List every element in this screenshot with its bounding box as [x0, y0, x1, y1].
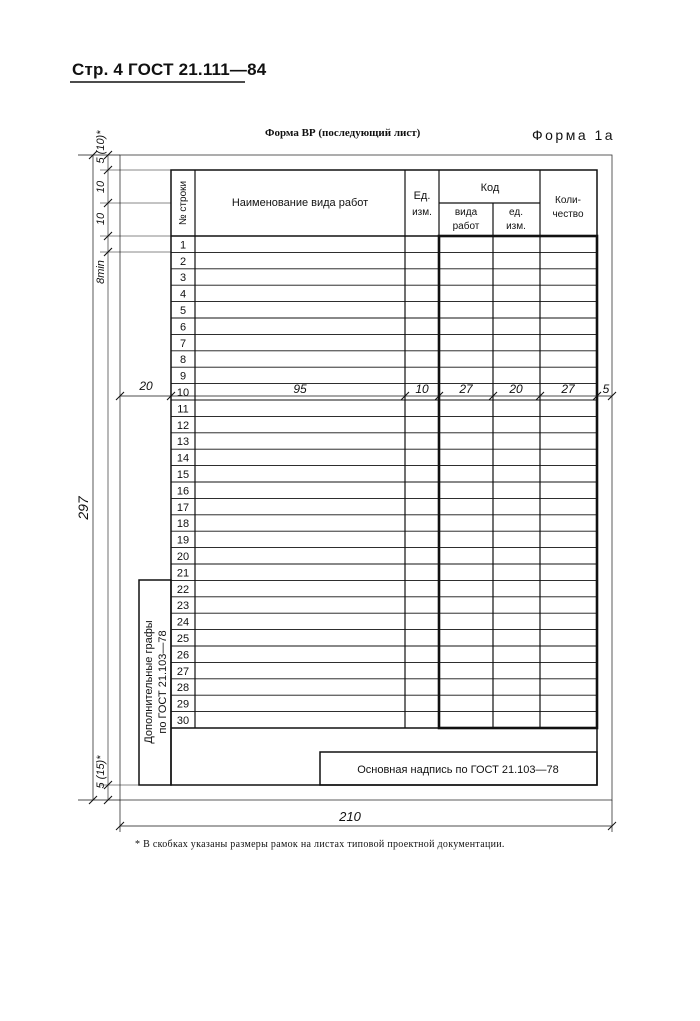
row-number: 26 [176, 649, 190, 662]
form-number: Форма 1а [532, 127, 616, 143]
row-number: 27 [176, 665, 190, 678]
side-block-label-2: по ГОСТ 21.103—78 [157, 630, 169, 734]
dim-bottom-margin: 5 (15)* [95, 755, 107, 789]
col-code-unit-label-2: изм. [506, 221, 526, 232]
col-qty-label-1: Коли- [555, 195, 581, 206]
footnote: * В скобках указаны размеры рамок на листах типовой проектной документации. [135, 839, 505, 850]
row-number: 1 [179, 239, 187, 252]
row-number: 17 [176, 501, 190, 514]
dim-right-margin: 5 [602, 382, 610, 396]
side-block-label-1: Дополнительные графы [143, 620, 155, 744]
col-row-no-label: № строки [178, 180, 189, 226]
dim-code-unit-col: 20 [509, 382, 523, 396]
row-number: 14 [176, 452, 190, 465]
col-code-work-label-1: вида [454, 207, 478, 218]
row-number: 15 [176, 469, 190, 481]
row-number: 13 [176, 436, 190, 449]
dim-top-margin: 5 (10)* [95, 130, 107, 164]
row-number: 21 [176, 567, 190, 580]
row-number: 20 [176, 551, 190, 563]
dim-sheet-width: 210 [339, 809, 361, 824]
col-code-unit-label-1: ед. [509, 207, 523, 218]
col-unit-label-1: Ед. [413, 190, 431, 202]
row-number: 23 [176, 600, 190, 613]
row-number: 18 [176, 518, 190, 531]
dim-row-min: 8min [95, 260, 107, 284]
row-number: 4 [179, 288, 187, 301]
sheet-outline [120, 155, 612, 800]
row-number: 8 [179, 354, 187, 367]
dim-header-row-2: 10 [95, 212, 107, 226]
row-number: 22 [176, 583, 190, 596]
inner-frame [171, 170, 597, 785]
row-number: 24 [176, 616, 190, 629]
row-number: 5 [179, 305, 187, 317]
row-number: 28 [176, 682, 190, 695]
title-block-label: Основная надпись по ГОСТ 21.103—78 [357, 764, 559, 776]
dim-name-col: 95 [293, 382, 307, 396]
dim-left-margin: 20 [139, 379, 153, 393]
col-code-label: Код [480, 182, 500, 194]
col-name-label: Наименование вида работ [231, 197, 369, 209]
form-title: Форма ВР (последующий лист) [265, 127, 421, 139]
col-qty-label-2: чество [552, 209, 584, 220]
row-number: 3 [179, 272, 187, 285]
dim-header-row-1: 10 [95, 180, 107, 194]
row-number: 9 [179, 370, 187, 383]
row-number: 29 [176, 698, 190, 711]
col-code-work-label-2: работ [452, 221, 480, 232]
row-number: 19 [176, 534, 190, 547]
row-number: 11 [177, 403, 189, 416]
row-number: 12 [176, 419, 190, 432]
row-number: 10 [176, 387, 190, 399]
row-number: 6 [179, 321, 187, 334]
row-number: 30 [176, 715, 190, 727]
row-number: 25 [176, 633, 190, 645]
dim-unit-col: 10 [415, 382, 429, 396]
dim-sheet-height: 297 [75, 496, 91, 520]
page-header: Стр. 4 ГОСТ 21.111—84 [72, 60, 267, 79]
row-number: 7 [179, 337, 187, 350]
dim-qty-col: 27 [561, 382, 575, 396]
dim-code-work-col: 27 [459, 382, 473, 396]
row-number: 16 [176, 485, 190, 498]
col-unit-label-2: изм. [412, 207, 432, 218]
row-number: 2 [179, 255, 187, 268]
